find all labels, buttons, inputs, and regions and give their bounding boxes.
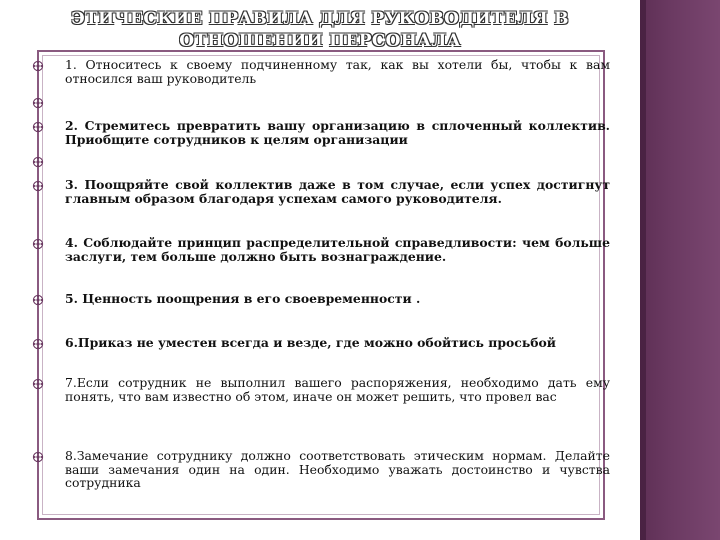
decorative-side-band [640,0,720,540]
slide-title [60,8,580,52]
list-item-text: 1. Относитесь к своему подчиненному так, как вы хотели бы, чтобы к вам относился ваш руководитель [65,57,610,86]
flower-bullet-icon [32,238,44,250]
flower-bullet-icon [32,60,44,72]
list-item-text: 3. Поощряйте свой коллектив даже в том случае, если успех достигнут главным образом благодаря успехам самого руководителя. [65,177,610,206]
flower-bullet-icon [32,97,44,109]
flower-bullet-icon [32,451,44,463]
list-item-text: 6.Приказ не уместен всегда и везде, где можно обойтись просьбой [65,335,556,350]
list-item-text: 7.Если сотрудник не выполнил вашего распоряжения, необходимо дать ему понять, что вам известно об этом, иначе он может решить, что провел вас [65,375,610,404]
list-item-text: 8.Замечание сотруднику должно соответствовать этическим нормам. Делайте ваши замечания один на один. Необходимо уважать достоинство и чувства сотрудника [65,448,610,490]
flower-bullet-icon [32,294,44,306]
flower-bullet-icon [32,180,44,192]
slide-title-line-2: ОТНОШЕНИИ ПЕРСОНАЛА [179,31,461,51]
list-item-text: 2. Стремитесь превратить вашу организацию в сплоченный коллектив. Приобщите сотрудников к целям организации [65,118,610,147]
flower-bullet-icon [32,121,44,133]
list-item-text: 4. Соблюдайте принцип распределительной справедливости: чем больше заслуги, тем больше должно быть вознаграждение. [65,235,610,264]
flower-bullet-icon [32,156,44,168]
flower-bullet-icon [32,338,44,350]
slide-title-line-1: ЭТИЧЕСКИЕ ПРАВИЛА ДЛЯ РУКОВОДИТЕЛЯ В [71,9,569,29]
flower-bullet-icon [32,378,44,390]
list-item-text: 5. Ценность поощрения в его своевременности . [65,291,421,306]
